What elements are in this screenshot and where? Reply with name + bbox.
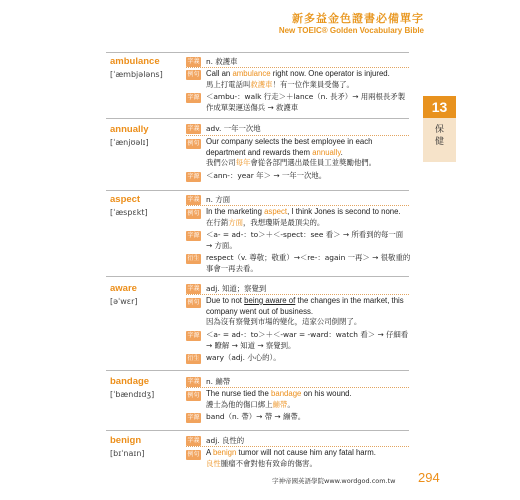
example-en: Call an ambulance right now. One operator is injured. — [206, 69, 390, 78]
etymology: ＜ambu-：walk 行走＞＋lance（n. 長矛）→ 用兩根長矛製作成單架運送傷兵 → 救護車 — [206, 92, 406, 112]
example-tag: 例句 — [187, 71, 200, 78]
example-zh: 我們公司每年會從各部門選出最佳員工並獎勵他們。 — [206, 158, 377, 167]
example-zh: 在行銷方面，我想瓊斯是最頂尖的。 — [206, 218, 325, 227]
example-tag: 例句 — [187, 392, 200, 399]
headword: ambulance — [110, 56, 160, 67]
dotted-divider — [186, 205, 409, 206]
entry-divider — [106, 118, 409, 119]
page-header — [279, 12, 424, 36]
page-number: 294 — [418, 470, 440, 485]
example-tag: 例句 — [187, 299, 200, 306]
part-of-speech: n. 繃帶 — [206, 377, 231, 386]
publisher-footer: 字神帝國英語學院www.wordgod.com.tw — [272, 477, 396, 485]
example-en: In the marketing aspect, I think Jones is second to none. — [206, 207, 401, 216]
dotted-divider — [186, 446, 409, 447]
entry-divider — [106, 370, 409, 371]
pos-tag: 字義 — [187, 196, 200, 203]
root-tag: 字源 — [187, 173, 200, 180]
etymology: ＜a- = ad-：to＞＋＜-spect：see 看＞ → 所看到的每一面 → 方面。 — [206, 230, 404, 250]
part-of-speech: adj. 良性的 — [206, 436, 245, 445]
headword: benign — [110, 435, 142, 446]
headword: annually — [110, 124, 149, 135]
root-tag: 字源 — [187, 94, 200, 101]
example-tag: 例句 — [187, 210, 200, 217]
part-of-speech: adv. 一年一次地 — [206, 124, 261, 133]
book-title-zh: 新多益金色證書必備單字 — [292, 12, 424, 25]
phonetic: [ˈbændɪdʒ] — [110, 390, 155, 399]
headword: aspect — [110, 194, 141, 205]
dotted-divider — [186, 387, 409, 388]
example-en: The nurse tied the bandage on his wound. — [206, 389, 352, 398]
example-en: Due to not being aware of the changes in the market, this company went out of business. — [206, 296, 404, 316]
related-tag: 衍生 — [187, 355, 200, 362]
related-word: wary（adj. 小心的）。 — [206, 353, 281, 362]
dotted-divider — [186, 294, 409, 295]
chapter-label: 保健 — [434, 125, 444, 147]
pos-tag: 字義 — [187, 125, 200, 132]
example-en: Our company selects the best employee in each department and rewards them annually. — [206, 137, 373, 157]
dotted-divider — [186, 135, 409, 136]
entry-divider — [106, 430, 409, 431]
phonetic: [ˈænjʊəlɪ] — [110, 138, 149, 147]
example-zh: 因為沒有察覺到市場的變化，這家公司倒閉了。 — [206, 317, 362, 326]
part-of-speech: n. 救護車 — [206, 57, 238, 66]
chapter-number: 13 — [423, 96, 456, 118]
headword: bandage — [110, 376, 150, 387]
related-tag: 衍生 — [187, 255, 200, 262]
pos-tag: 字義 — [187, 378, 200, 385]
etymology: ＜ann-：year 年＞ → 一年一次地。 — [206, 171, 327, 180]
related-word: respect（v. 尊敬；敬重）→＜re-：again 一再＞ → 很敬重的事會一再去看。 — [206, 253, 411, 273]
etymology: band（n. 帶）→ 帶 → 繃帶。 — [206, 412, 306, 421]
book-title-en: New TOEIC® Golden Vocabulary Bible — [278, 26, 424, 35]
part-of-speech: n. 方面 — [206, 195, 231, 204]
pos-tag: 字義 — [187, 285, 200, 292]
phonetic: [əˈwɛr] — [110, 297, 138, 306]
example-zh: 良性腫瘤不會對他有致命的傷害。 — [206, 459, 317, 468]
pos-tag: 字義 — [187, 437, 200, 444]
entry-divider — [106, 276, 409, 277]
entry-divider — [106, 52, 409, 53]
phonetic: [bɪˈnaɪn] — [110, 449, 145, 458]
example-zh: 護士為他的傷口綁上繃帶。 — [206, 400, 295, 409]
root-tag: 字源 — [187, 332, 200, 339]
chapter-tab — [423, 96, 456, 162]
entry-divider — [106, 190, 409, 191]
headword: aware — [110, 283, 137, 294]
pos-tag: 字義 — [187, 58, 200, 65]
example-en: A benign tumor will not cause him any fatal harm. — [206, 448, 376, 457]
part-of-speech: adj. 知道；察覺到 — [206, 284, 267, 293]
dotted-divider — [186, 67, 409, 68]
root-tag: 字源 — [187, 232, 200, 239]
phonetic: [ˈæmbjələns] — [110, 70, 163, 79]
root-tag: 字源 — [187, 414, 200, 421]
example-tag: 例句 — [187, 140, 200, 147]
etymology: ＜a- = ad-：to＞＋＜-war = -ward：watch 看＞ → 仔細看 → 瞭解 → 知道 → 察覺到。 — [206, 330, 409, 350]
phonetic: [ˈæspɛkt] — [110, 208, 148, 217]
example-zh: 馬上打電話叫救護車！有一位作業員受傷了。 — [206, 80, 354, 89]
example-tag: 例句 — [187, 451, 200, 458]
